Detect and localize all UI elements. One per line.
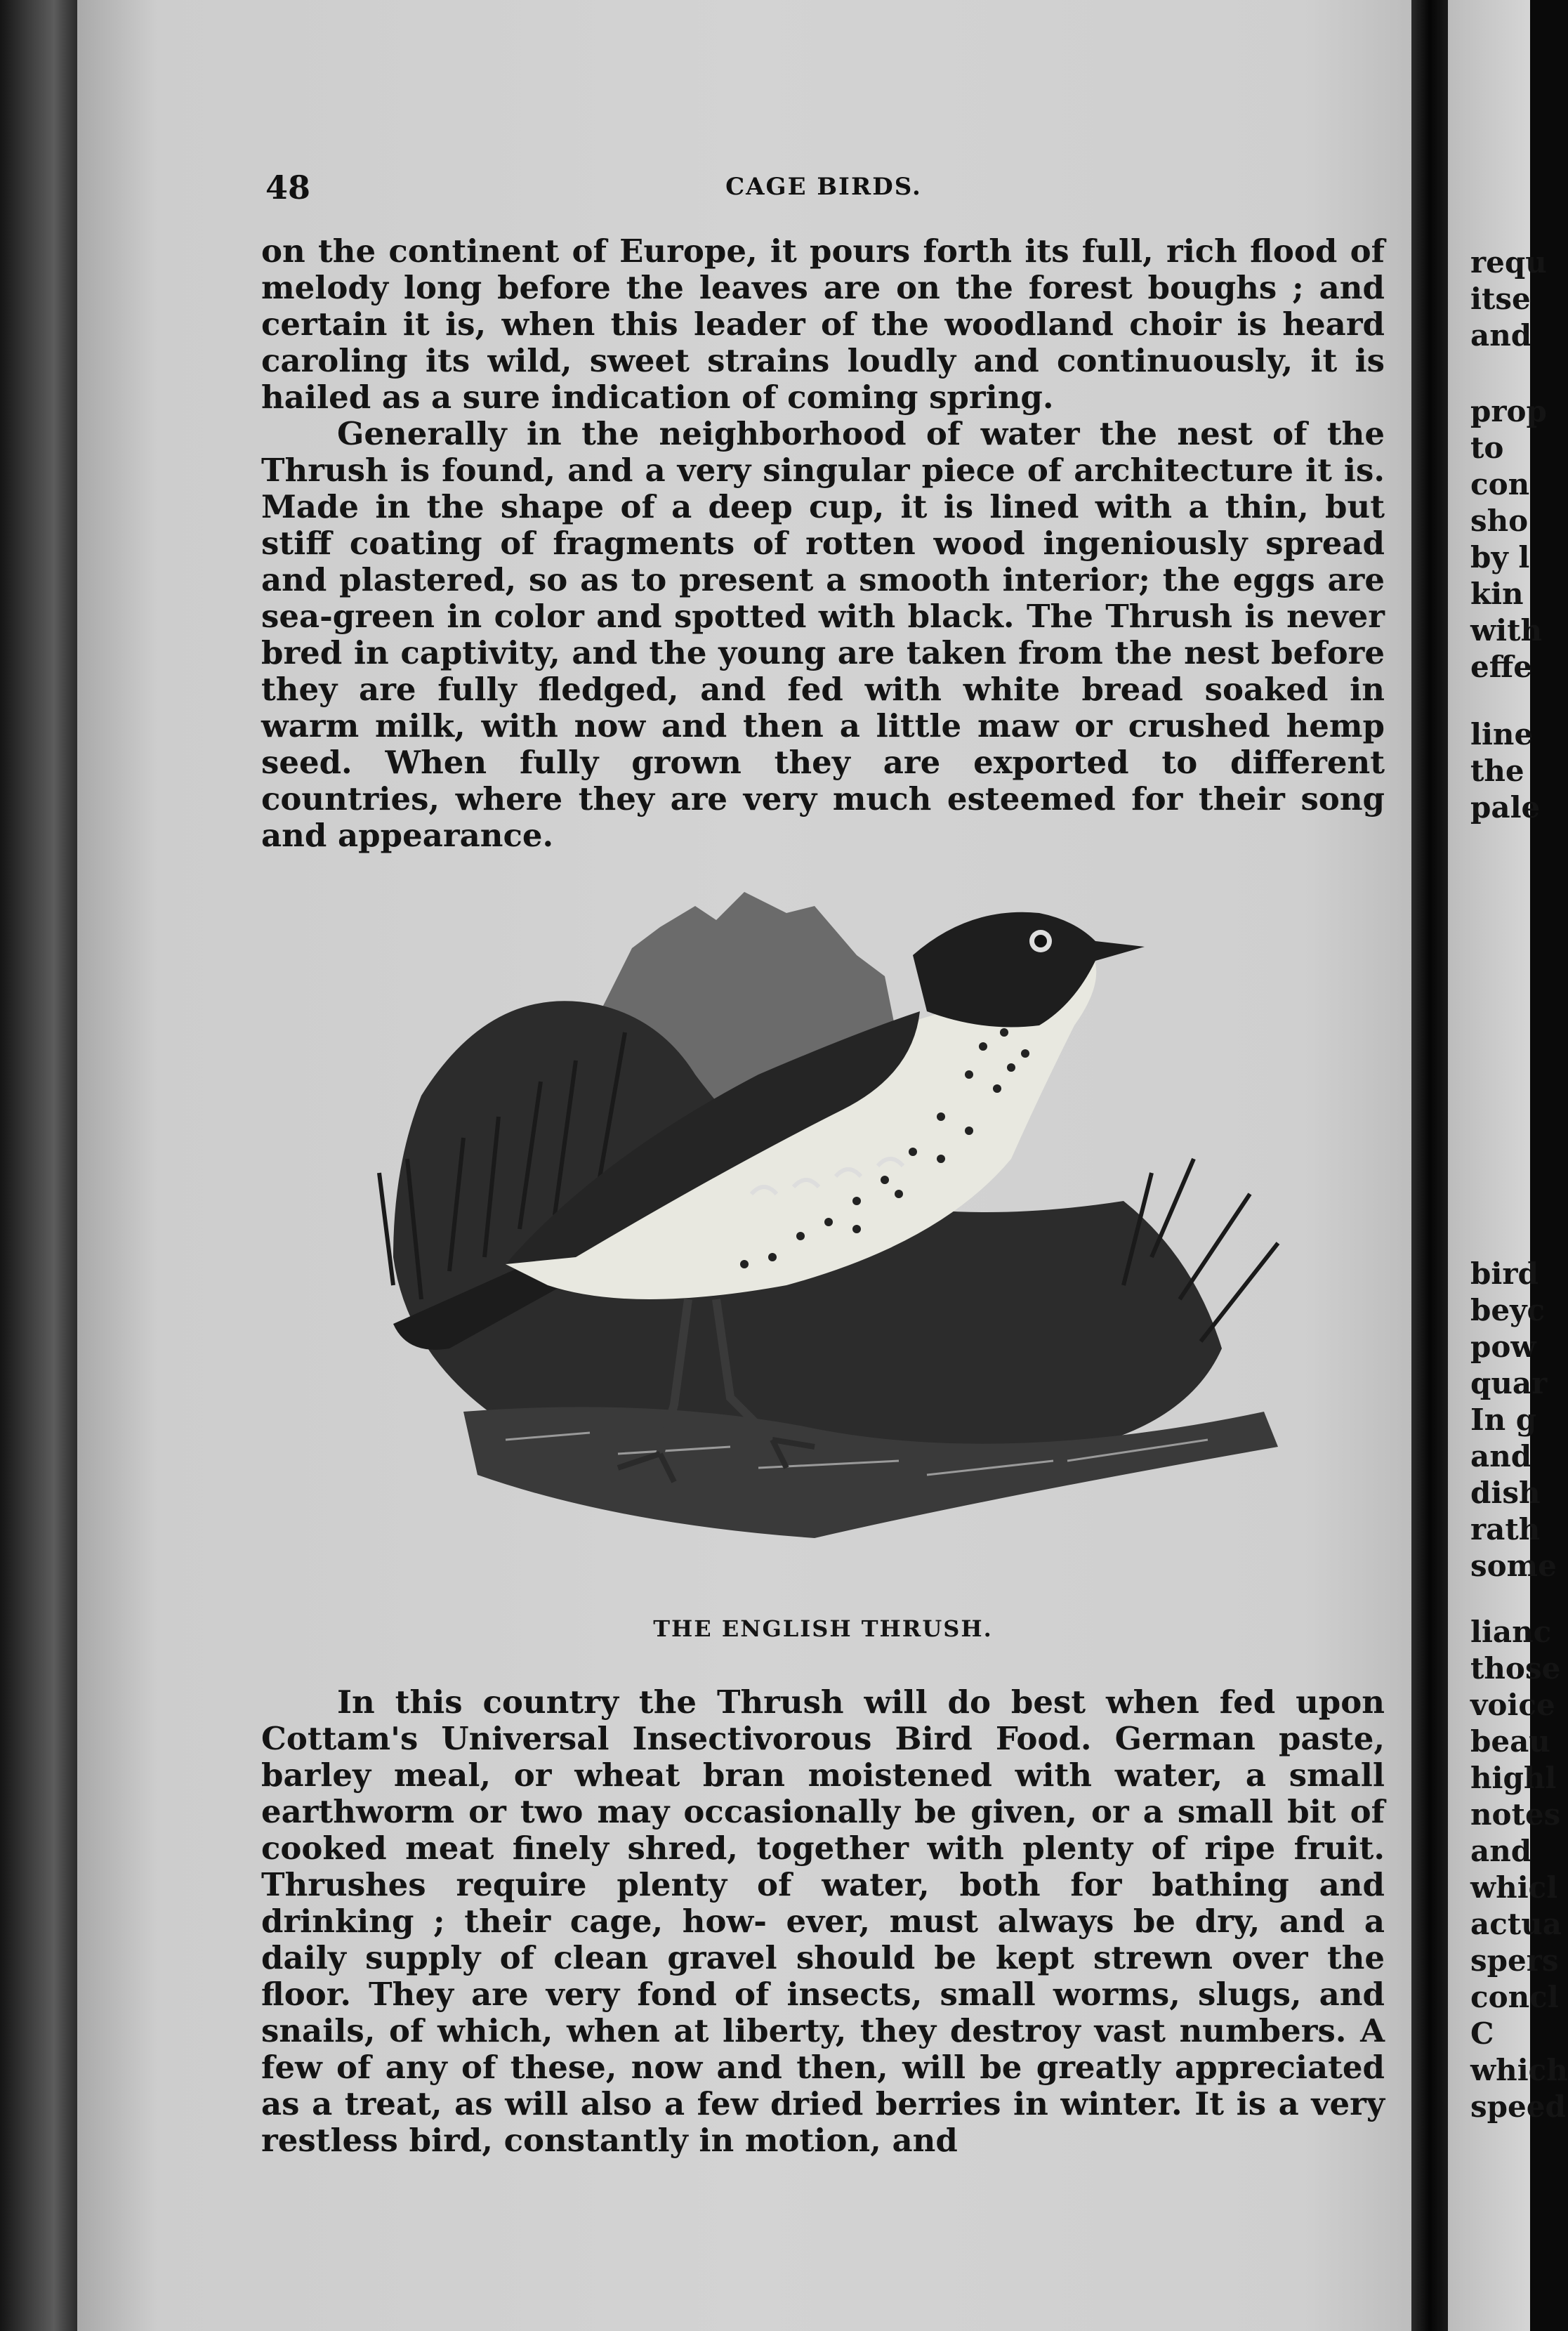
facing-line: with (1470, 613, 1543, 648)
facing-page-fragments-2 (1470, 393, 1548, 685)
page-number: 48 (265, 169, 311, 206)
facing-line: lianc (1470, 1615, 1552, 1649)
facing-line: by l (1470, 540, 1530, 574)
facing-line: to (1470, 431, 1504, 465)
facing-line: highl (1470, 1761, 1557, 1795)
facing-page-fragments-3 (1470, 716, 1548, 826)
paragraph-continuation: on the continent of Europe, it pours forth its full, rich flood of melody long before the leaves are on the forest boughs ; and certain it is, when this leader of the woodland choir is heard caroling its wild, sweet strains loudly and continuously, it is hailed as a sure indication of coming spring. (261, 232, 1385, 416)
figure-caption: THE ENGLISH THRUSH. (653, 1615, 993, 1642)
facing-line: effe (1470, 650, 1532, 684)
facing-line: whicl (1470, 1870, 1558, 1905)
facing-line: bird (1470, 1256, 1539, 1291)
facing-line: C (1470, 2016, 1494, 2051)
facing-line: prop (1470, 394, 1547, 428)
facing-line: rath (1470, 1512, 1541, 1547)
facing-page-fragments-4 (1470, 1256, 1557, 1584)
facing-line: actua (1470, 1907, 1562, 1941)
facing-line: pale (1470, 790, 1541, 825)
paragraph-feeding: In this country the Thrush will do best when fed upon Cottam's Universal Insectivorous Bird Food. German paste, barley meal, or wheat bran moistened with water, a small earthworm or two may occasionally be given, or a small bit of cooked meat finely shred, together with plenty of ripe fruit. Thrushes require plenty of water, both for bathing and drinking ; their cage, how- ever, must always be dry, and a daily supply of clean gravel should be kept strewn over the floor. They are very fond of insects, small worms, slugs, and snails, of which, when at liberty, they destroy vast numbers. A few of any of these, now and then, will be greatly appreciated as a treat, as will also a few dried berries in winter. It is a very restless bird, constantly in motion, and (261, 1683, 1385, 2159)
top-text-block (261, 233, 1385, 854)
facing-line: spers (1470, 1943, 1559, 1978)
running-title: CAGE BIRDS. (725, 173, 922, 201)
facing-line: those (1470, 1651, 1561, 1686)
book-spine-shadow (0, 0, 77, 2331)
facing-line: beau (1470, 1724, 1550, 1759)
facing-line: the (1470, 754, 1524, 788)
facing-line: and (1470, 1439, 1532, 1473)
paragraph-nest: Generally in the neighborhood of water the nest of the Thrush is found, and a very singular piece of architecture it is. Made in the shape of a deep cup, it is lined with a thin, but stiff coating of fragments of rotten wood ingeniously spread and plastered, so as to present a smooth interior; the eggs are sea-green in color and spotted with black. The Thrush is never bred in captivity, and the young are taken from the nest before they are fully fledged, and fed with white bread soaked in warm milk, with now and then a little maw or crushed hemp seed. When fully grown they are exported to different countries, where they are very much esteemed for their song and appearance. (261, 415, 1385, 854)
facing-line: voice (1470, 1688, 1555, 1722)
facing-line: which (1470, 2053, 1568, 2087)
facing-line: In g (1470, 1403, 1537, 1437)
facing-line: beyc (1470, 1293, 1546, 1327)
facing-line: notes (1470, 1797, 1561, 1832)
facing-line: con (1470, 467, 1530, 501)
facing-line: requ (1470, 245, 1547, 280)
facing-line: kin (1470, 577, 1524, 611)
facing-line: itse (1470, 282, 1531, 316)
book-gutter (1411, 0, 1448, 2331)
page-header (265, 169, 1382, 211)
facing-line: quar (1470, 1366, 1548, 1400)
facing-line: concl (1470, 1980, 1559, 2014)
facing-page-fragments-5 (1470, 1614, 1568, 2125)
facing-page-fragments-1 (1470, 244, 1548, 354)
thrush-illustration (365, 864, 1292, 1566)
facing-line: some (1470, 1549, 1557, 1583)
facing-line: dish (1470, 1476, 1541, 1510)
facing-line: speed (1470, 2089, 1566, 2124)
facing-line: and (1470, 318, 1532, 353)
facing-line: pow (1470, 1329, 1536, 1364)
bottom-text-block (261, 1684, 1385, 2159)
facing-line: sho (1470, 504, 1529, 538)
facing-line: line (1470, 717, 1534, 751)
facing-line: and (1470, 1834, 1532, 1868)
